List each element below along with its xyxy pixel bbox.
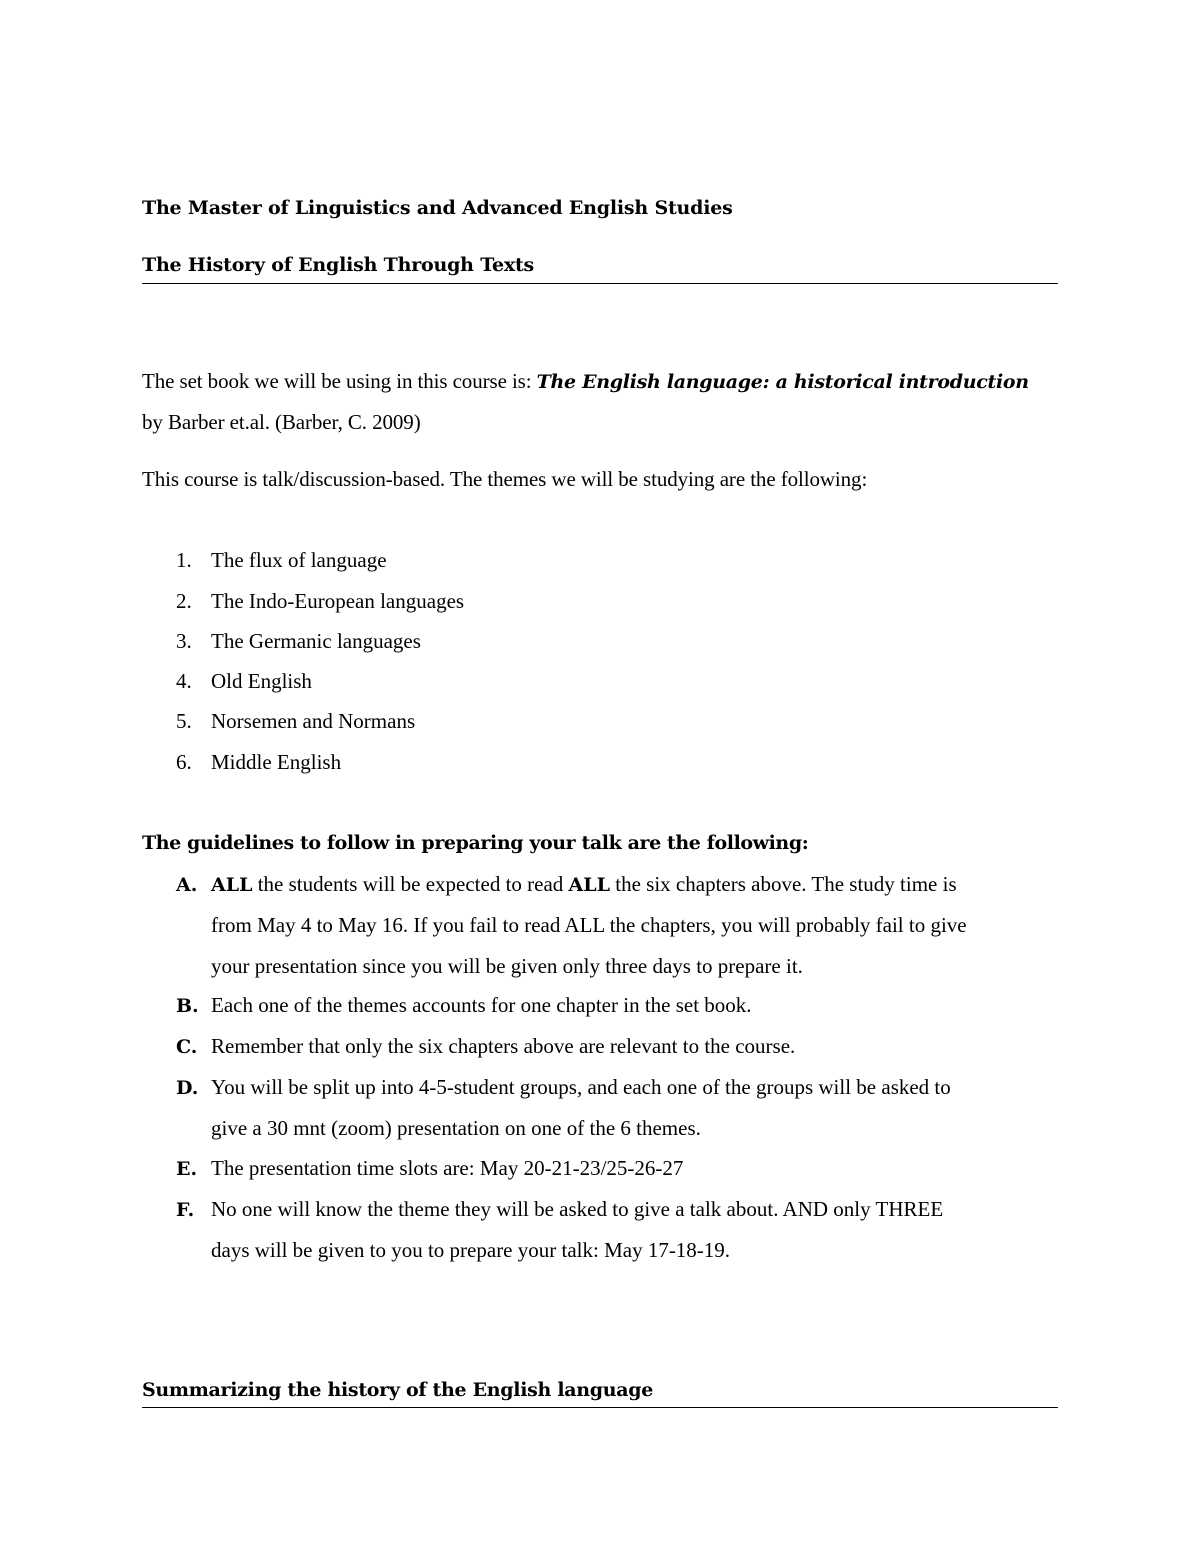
set-book-prefix: The set book we will be using in this course is: (142, 369, 537, 393)
guideline-f-line-2: days will be given to you to prepare your talk: May 17-18-19. (211, 1238, 731, 1262)
theme-item: Old English (211, 669, 312, 693)
theme-item: Middle English (211, 750, 342, 774)
theme-item: The flux of language (211, 548, 387, 572)
set-book-title: The English language: a historical introduction (536, 371, 1029, 393)
guideline-a-line-1 (211, 872, 957, 897)
guideline-a-line-3: your presentation since you will be given only three days to prepare it. (211, 954, 803, 978)
theme-item: The Indo-European languages (211, 589, 465, 613)
guideline-letter: E. (176, 1158, 198, 1180)
guideline-letter: A. (176, 874, 198, 896)
guideline-b-line-1: Each one of the themes accounts for one chapter in the set book. (211, 993, 752, 1017)
guideline-letter: B. (176, 995, 199, 1017)
set-book-author: by Barber et.al. (Barber, C. 2009) (142, 410, 421, 434)
page-title: The Master of Linguistics and Advanced English Studies (142, 197, 733, 219)
guideline-d-line-2: give a 30 mnt (zoom) presentation on one of the 6 themes. (211, 1116, 701, 1140)
guideline-f-line-1: No one will know the theme they will be asked to give a talk about. AND only THREE (211, 1197, 944, 1221)
guidelines-heading: The guidelines to follow in preparing your talk are the following: (142, 832, 809, 854)
summary-heading: Summarizing the history of the English language (142, 1379, 654, 1401)
theme-number: 4. (176, 669, 192, 693)
guideline-e-line-1: The presentation time slots are: May 20-21-23/25-26-27 (211, 1156, 684, 1180)
guideline-d-line-1: You will be split up into 4-5-student groups, and each one of the groups will be asked to (211, 1075, 951, 1099)
themes-intro: This course is talk/discussion-based. The themes we will be studying are the following: (142, 467, 868, 491)
summary-underline (142, 1407, 1058, 1408)
guideline-letter: C. (176, 1036, 198, 1058)
theme-number: 2. (176, 589, 192, 613)
theme-number: 3. (176, 629, 192, 653)
guideline-keyword: ALL (568, 874, 611, 896)
guideline-a-line-2: from May 4 to May 16. If you fail to read ALL the chapters, you will probably fail to give (211, 913, 967, 937)
subtitle-underline (142, 283, 1058, 284)
theme-item: The Germanic languages (211, 629, 421, 653)
guideline-text: the six chapters above. The study time is (610, 872, 957, 896)
theme-number: 1. (176, 548, 192, 572)
guideline-letter: F. (176, 1199, 195, 1221)
course-subtitle: The History of English Through Texts (142, 254, 535, 276)
set-book-line (142, 369, 1029, 394)
guideline-letter: D. (176, 1077, 199, 1099)
guideline-keyword: ALL (211, 874, 253, 896)
theme-number: 5. (176, 709, 192, 733)
guideline-text: the students will be expected to read (252, 872, 569, 896)
theme-number: 6. (176, 750, 192, 774)
guideline-c-line-1: Remember that only the six chapters above are relevant to the course. (211, 1034, 796, 1058)
theme-item: Norsemen and Normans (211, 709, 416, 733)
